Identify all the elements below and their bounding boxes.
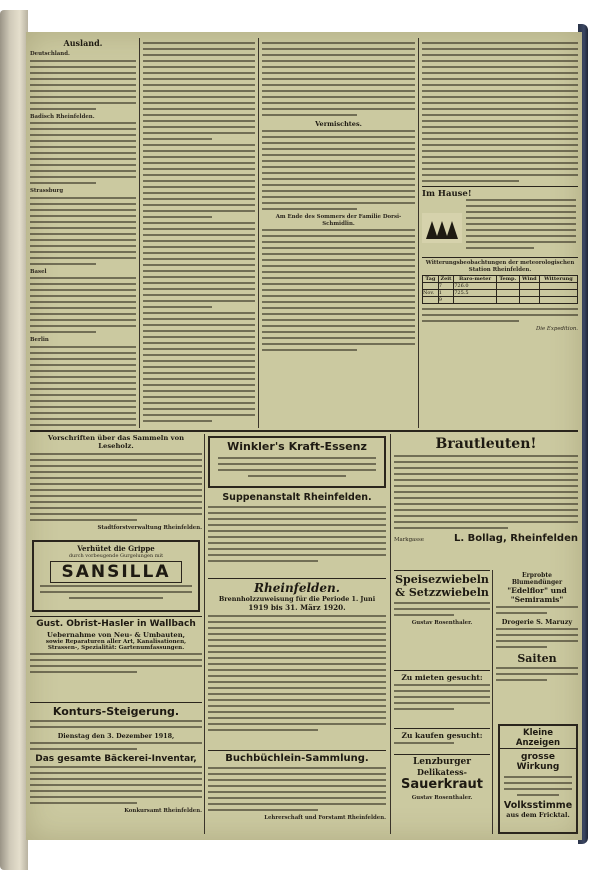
- braut-footer: Markgasse: [394, 537, 424, 543]
- konkurs-date: Dienstag den 3. Dezember 1918,: [57, 732, 175, 740]
- suppen-title: Suppenanstalt Rheinfelden.: [222, 492, 372, 503]
- table-cell: [539, 297, 577, 304]
- winkler-product: Kraft-Essenz: [288, 440, 367, 453]
- ad-volksstimme: [498, 724, 578, 834]
- book-spine-left: [0, 10, 28, 870]
- konkurs-signature: Konkursamt Rheinfelden.: [124, 808, 202, 814]
- ad-vorschriften: [30, 434, 202, 538]
- speise-seller: Gustav Rosenthaler.: [411, 620, 473, 626]
- konkurs-title: Konturs-Steigerung.: [52, 705, 180, 718]
- drogerie-name: Drogerie S. Maruzy: [501, 618, 573, 626]
- table-cell: [423, 283, 439, 290]
- table-cell: 725.5: [454, 290, 497, 297]
- column-1: [30, 38, 136, 426]
- ad-kaufen: [394, 728, 490, 752]
- table-cell: 1: [438, 290, 454, 297]
- obrist-title: Gust. Obrist-Hasler in Wallbach: [36, 619, 196, 629]
- ad-sauerkraut: [394, 754, 490, 834]
- item-heading: Badisch Rheinfelden.: [30, 113, 95, 120]
- buch-signature: Lehrerschaft und Forstamt Rheinfelden.: [264, 815, 386, 821]
- mieten-title: Zu mieten gesucht:: [401, 673, 483, 682]
- table-cell: [496, 297, 519, 304]
- item-heading: Berlin: [30, 337, 49, 343]
- ad-inner-rule: [492, 570, 493, 834]
- table-row: [423, 297, 578, 304]
- weather-header: Baro-meter: [454, 276, 497, 283]
- grosse-wirkung: grosse Wirkung: [516, 752, 560, 772]
- table-cell: Nov.: [423, 290, 439, 297]
- brennholz-title: Brennholzzuweisung für die Periode 1. Juni: [218, 595, 376, 603]
- column-3: [262, 40, 415, 426]
- volksstimme-subtitle: aus dem Fricktal.: [506, 811, 570, 819]
- sauer-line-1: Lenzburger: [412, 757, 472, 767]
- column-rule: [418, 38, 419, 428]
- grippe-title: Verhütet die Grippe: [77, 544, 155, 553]
- ad-sansilla: [32, 540, 200, 612]
- grippe-subtitle: durch vorbeugende Gurgelungen mit: [68, 553, 164, 559]
- family-notice-heading: Am Ende des Sommers der Familie Dorsi-Schmidlin.: [275, 214, 402, 227]
- buch-title: Buchbüchlein-Sammlung.: [225, 753, 369, 764]
- ad-brennholz: [208, 578, 386, 748]
- kaufen-title: Zu kaufen gesucht:: [401, 731, 483, 740]
- weather-header: Wind: [519, 276, 539, 283]
- ad-brautleuten: [394, 436, 578, 568]
- item-heading: Basel: [30, 268, 47, 275]
- sansilla-brand: SANSILLA: [50, 561, 182, 583]
- table-cell: [423, 297, 439, 304]
- table-cell: [539, 290, 577, 297]
- kleine-anzeigen: Kleine Anzeigen: [500, 728, 576, 749]
- vorschriften-title: Vorschriften über das Sammeln von Leseholz.: [47, 434, 185, 450]
- section-heading-ausland: Ausland.: [63, 38, 103, 48]
- column-2: [143, 40, 255, 426]
- winkler-name: Winkler's: [227, 440, 285, 453]
- table-cell: 9: [438, 297, 454, 304]
- ad-buchbuechlein: [208, 750, 386, 834]
- table-cell: [496, 290, 519, 297]
- table-cell: 726.0: [454, 283, 497, 290]
- table-cell: [539, 283, 577, 290]
- ad-speisezwiebeln: [394, 570, 490, 668]
- obrist-line-2: sowie Reparaturen aller Art, Kanalisationen,: [45, 639, 187, 645]
- ad-blumenduenger: [496, 570, 578, 720]
- ad-suppenanstalt: [208, 492, 386, 576]
- setz-title: & Setzzwiebeln: [395, 586, 489, 599]
- ad-obrist: [30, 616, 202, 700]
- ad-winkler: [208, 436, 386, 488]
- rheinfelden-title: Rheinfelden.: [254, 581, 340, 595]
- weather-header: Witterung: [539, 276, 577, 283]
- table-cell: [519, 283, 539, 290]
- ad-column-rule: [390, 434, 391, 834]
- weather-header: Temp.: [496, 276, 519, 283]
- ad-mieten: [394, 670, 490, 726]
- sauer-line-3: Sauerkraut: [401, 777, 483, 792]
- edelflor-brand: "Edelflor" und "Semiramis": [507, 586, 567, 604]
- table-row: [423, 290, 578, 297]
- speise-title: Speisezwiebeln: [395, 573, 489, 586]
- weather-header: Zeit: [438, 276, 454, 283]
- sauer-seller: Gustav Rosenthaler.: [411, 795, 473, 801]
- logo-emblem: [422, 213, 462, 243]
- vorschriften-signature: Stadtforstverwaltung Rheinfelden.: [97, 525, 202, 531]
- table-cell: [519, 297, 539, 304]
- ad-konkurs: [30, 702, 202, 834]
- im-hause-ad: [422, 186, 578, 258]
- saiten-title: Saiten: [517, 652, 557, 665]
- blumen-title: Erprobte Blumendünger: [511, 572, 563, 586]
- newspaper-page: [26, 32, 582, 840]
- weather-header: Tag: [423, 276, 439, 283]
- obrist-line-3: Strassen-, Spezialität: Gartenumfassungen.: [47, 645, 185, 651]
- table-cell: [496, 283, 519, 290]
- volksstimme-title: Volksstimme: [503, 800, 573, 811]
- weather-table: [422, 275, 578, 304]
- obrist-line-1: Uebernahme von Neu- & Umbauten,: [46, 631, 186, 639]
- item-heading: Strassburg: [30, 188, 64, 194]
- winkler-title: [210, 440, 384, 453]
- table-cell: [519, 290, 539, 297]
- sauer-line-2: Delikatess-: [417, 767, 467, 777]
- bollag-name: L. Bollag, Rheinfelden: [454, 533, 578, 544]
- section-divider: [30, 430, 578, 432]
- table-cell: 7: [438, 283, 454, 290]
- column-rule: [258, 38, 259, 428]
- baeckerei-title: Das gesamte Bäckerei-Inventar,: [35, 754, 197, 764]
- braut-title: Brautleuten!: [435, 436, 537, 452]
- weather-title: Witterungsbeobachtungen der meteorologischen Station Rheinfelden.: [425, 260, 575, 273]
- item-heading: Deutschland.: [30, 51, 70, 57]
- column-4: [422, 40, 578, 426]
- expedition-signature: Die Expedition.: [535, 326, 578, 332]
- im-hause-title: Im Hause!: [422, 189, 472, 199]
- table-cell: [454, 297, 497, 304]
- brennholz-period: 1919 bis 31. März 1920.: [248, 603, 346, 612]
- ad-column-rule: [204, 434, 205, 834]
- section-heading-vermischtes: Vermischtes.: [315, 120, 362, 128]
- table-row: [423, 283, 578, 290]
- column-rule: [139, 38, 140, 428]
